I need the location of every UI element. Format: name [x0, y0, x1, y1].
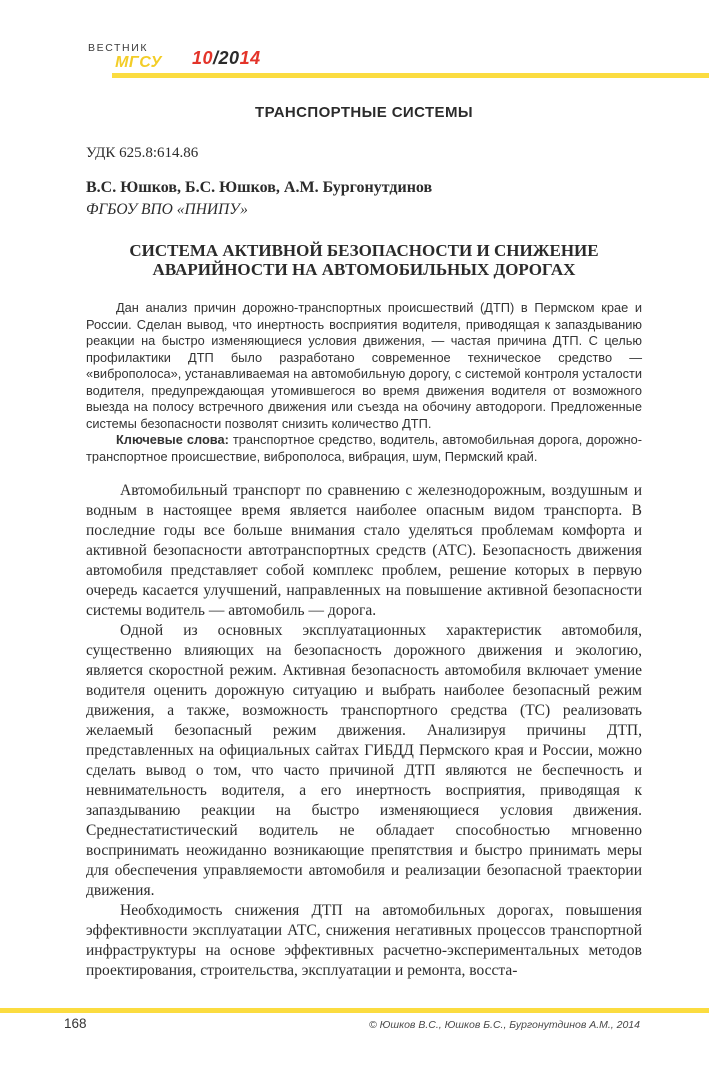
issue-number	[192, 48, 261, 69]
section-header: ТРАНСПОРТНЫЕ СИСТЕМЫ	[255, 104, 473, 121]
journal-logo	[88, 42, 162, 72]
journal-name-mgsu: МГСУ	[115, 54, 162, 71]
article-title: СИСТЕМА АКТИВНОЙ БЕЗОПАСНОСТИ И СНИЖЕНИЕ АВАРИЙНОСТИ НА АВТОМОБИЛЬНЫХ ДОРОГАХ	[129, 241, 599, 279]
masthead	[0, 0, 709, 90]
abstract-block	[86, 300, 642, 465]
keywords-line	[86, 432, 642, 465]
header-rule	[112, 73, 709, 78]
body-paragraph-3: Необходимость снижения ДТП на автомобильных дорогах, повышения эффективности эксплуатации АТС, снижения негативных процессов транспортной инфраструктуры на основе эффективных расчетно-экспериментальных методов проектирования, строительства, эксплуатации и ремонта, восста-	[86, 902, 642, 979]
copyright-line: © Юшков В.С., Юшков Б.С., Бургонутдинов А.М., 2014	[369, 1019, 640, 1031]
footer-row	[0, 1016, 709, 1031]
issue-part-3: 14	[239, 48, 261, 68]
journal-name-vestnik: ВЕСТНИК	[88, 42, 149, 54]
body-paragraph-1: Автомобильный транспорт по сравнению с железнодорожным, воздушным и водным в настоящее время является наиболее опасным видом транспорта. В последние годы все больше внимания стало уделяться проблемам комфорта и активной безопасности автотранспортных средств (АТС). Безопасность движения автомобиля представляет собой комплекс проблем, решение которых в первую очередь касается улучшений, направленных на повышение активной безопасности системы водитель — автомобиль — дорога.	[86, 482, 642, 619]
udc-code: УДК 625.8:614.86	[86, 145, 199, 161]
body-paragraph-2: Одной из основных эксплуатационных характеристик автомобиля, существенно влияющих на безопасность дорожного движения и экологию, является скоростной режим. Активная безопасность автомобиля включает умение водителя оценить дорожную ситуацию и выбрать наиболее безопасный режим движения, а также, возможность транспортного средства (ТС) реализовать желаемый безопасный режим движения. Анализируя причины ДТП, представленных на официальных сайтах ГИБДД Пермского края и России, можно сделать вывод о том, что часто причиной ДТП являются не беспечность и невнимательность водителя, а его инертность восприятия, приводящая к запаздыванию реакции на быстро изменяющиеся условия движения. Среднестатистический водитель не обладает способностью мгновенно воспринимать неожиданно возникающие препятствия и быстро принимать меры для обеспечения управляемости автомобиля и реализации безопасной траектории движения.	[86, 622, 642, 899]
authors-line: В.С. Юшков, Б.С. Юшков, А.М. Бургонутдинов	[86, 179, 433, 196]
article-body	[86, 481, 642, 981]
keywords-label: Ключевые слова:	[116, 432, 229, 447]
abstract-text: Дан анализ причин дорожно-транспортных происшествий (ДТП) в Пермском крае и России. Сделан вывод, что инертность восприятия водителя, приводящая к запаздыванию реакции на быстро изменяющиеся условия движения, — частая причина ДТП. С целью профилактики ДТП было разработано современное техническое средство — «виброполоса», устанавливаемая на автомобильную дорогу, с системой контроля усталости водителя, предупреждающая утомившегося во время движения водителя от возможного выезда на полосу встречного движения или съезда на обочину автодороги. Предложенные системы безопасности позволят снизить количество ДТП.	[86, 300, 642, 431]
page-footer	[0, 1008, 709, 1031]
issue-part-1: 10	[192, 48, 214, 68]
article-content	[86, 104, 642, 981]
affiliation-line: ФГБОУ ВПО «ПНИПУ»	[86, 201, 248, 218]
keywords-text: транспортное средство, водитель, автомобильная дорога, дорожно-транспортное происшествие, виброполоса, вибрация, шум, Пермский край.	[86, 432, 642, 464]
footer-rule	[0, 1008, 709, 1013]
issue-part-2: /20	[213, 48, 240, 68]
page-number: 168	[64, 1016, 87, 1031]
